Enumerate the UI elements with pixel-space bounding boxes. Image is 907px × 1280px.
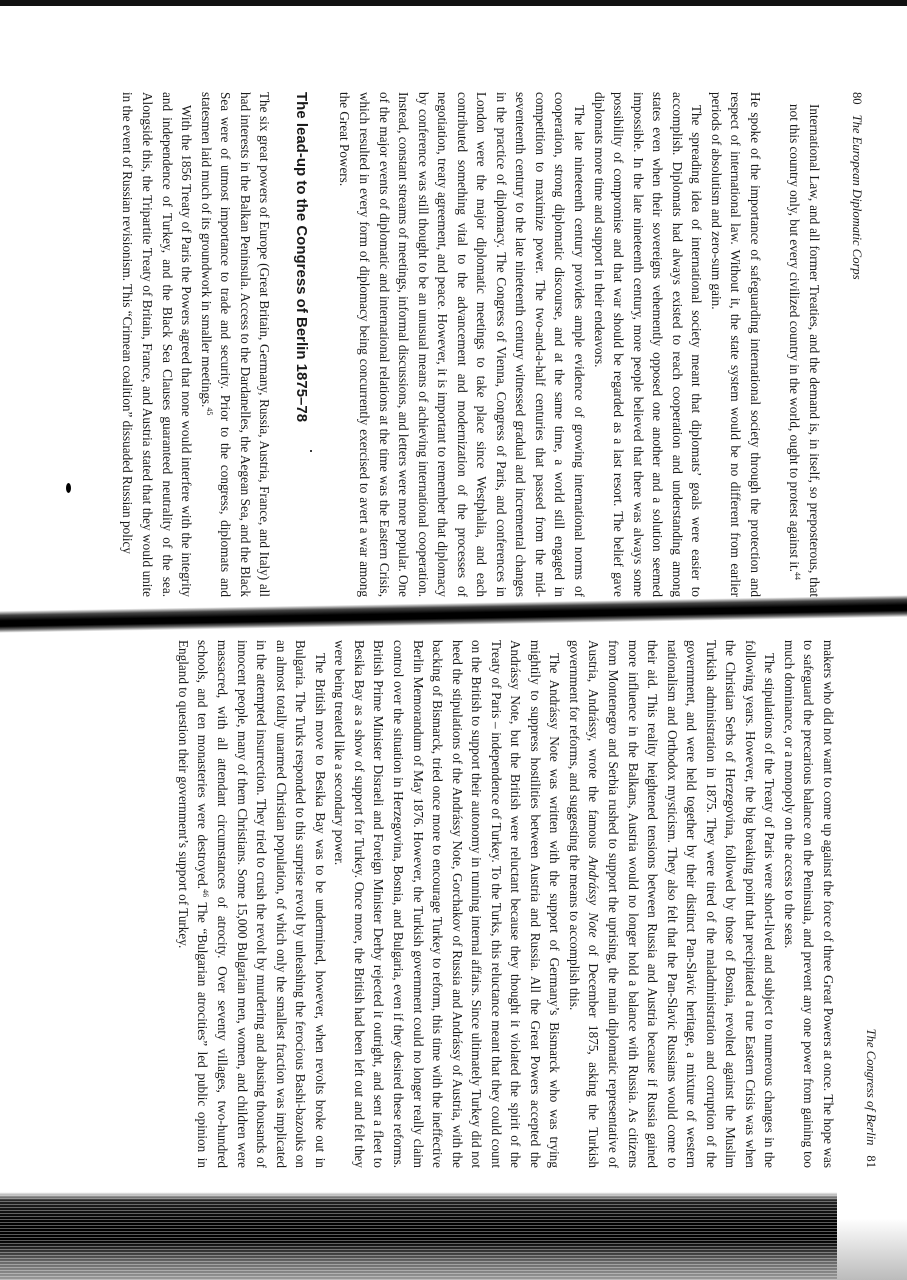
- footnote-ref: 45: [204, 407, 214, 416]
- footnote-ref: 46: [201, 889, 211, 898]
- running-head-title: The European Diplomatic Corps: [850, 114, 864, 280]
- section-heading: The lead-up to the Congress of Berlin 1875–78: [292, 92, 310, 423]
- block-quote: International Law, and all former Treaties, and the demand is, in itself, so preposterous, that not this country only, but every civilized country in the world, ought to protest against it.$^{44}$: [787, 104, 822, 597]
- paragraph: The stipulations of the Treaty of Paris were short-lived and subject to numerous changes in the following years. However, the big breaking point that precipitated a true Eastern Crisis was when the Christian Serbs of Herzegovina, followed by those of Bosnia, revolted against the Muslim Turkish administration in 1875. They were tired of the maladministration and corruption of the government, and were held together by their distinct Pan-Slavic heritage, a mixture of western nationalism and Orthodox mysticism. They also felt that the Pan-Slavic Russians would come to their aid. This reality heightened tensions between Russia and Austria because if Russia gained more influence in the Balkans, Austria would no longer hold a balance with Russia. As citizens from Montenegro and Serbia rushed to support the uprising, the main diplomatic representative of Austria, Andrássy, wrote the famous Andrássy Note of December 1875, asking the Turkish government for reforms, and suggesting the means to accomplish this.: [566, 640, 778, 1168]
- paragraph: The British move to Besika Bay was to be undermined, however, when revolts broke out in Bulgaria. The Turks responded to this surprise revolt by unleashing the ferocious Bashi-bazouks on an almost totally unarmed Christian population, of which only the smallest fraction was implicated in the attempted insurrection. They tried to crush the revolt by murdering and abusing thousands of innocent people, many of them Christians. Some 15,000 Bulgarian men, women, and children were massacred, with all attendant circumstances of atrocity. Over seventy villages, two-hundred schools, and ten monasteries were destroyed.$^{46}$ The “Bulgarian atrocities” led public opinion in England to question their government’s support of Turkey.: [175, 640, 328, 1169]
- paragraph: The six great powers of Europe (Great Britain, Germany, Russia, Austria, France, and Italy) all had interests in the Balkan Peninsula. Access to the Dardanelles, the Aegean Sea, and the Black Sea were of utmost importance to trade and security. Prior to the congress, diplomats and statesmen laid much of its groundwork in smaller meetings.$^{45}$: [198, 92, 273, 597]
- page-number: 80: [850, 92, 864, 105]
- paragraph: The late nineteenth century provides ample evidence of growing international norms of cooperation, strong diplomatic discourse, and at the same time, a world still engaged in competition to maximize power. The two-and-a-half centuries that passed from the mid-seventeenth century to the late nineteenth century witnessed gradual and incremental changes in the practice of diplomacy. The Congress of Vienna, Congress of Paris, and conferences in London were the major diplomatic meetings to take place since Westphalia, and each contributed something vital to the advancement and modernization of the processes of negotiation, treaty agreement, and peace. However, it is important to remember that diplomacy by conference was still thought to be an unusual means of achieving international cooperation. Instead, constant streams of meetings, informal discussions, and letters were more popular. One of the major events of diplomatic and international relations at the time was the Eastern Crisis, which resulted in every form of diplomacy being concurrently exercised to avert a war among the Great Powers.: [337, 92, 587, 597]
- paragraph: He spoke of the importance of safeguarding international society through the protection and respect of international law. Without it, the state system would be no different from earlier periods of absolutism and zero-sum gain.: [708, 92, 763, 597]
- running-head-title: The Congress of Berlin: [864, 1028, 878, 1146]
- running-head-right: [860, 640, 880, 1168]
- spacer: [765, 92, 785, 597]
- scan-top-edge: [0, 0, 907, 6]
- scan-edge-highlight: [837, 1192, 907, 1280]
- scan-bottom-edge: [0, 1192, 907, 1280]
- italic-term: Andrássy Note: [586, 855, 602, 938]
- running-head-left: [846, 92, 866, 597]
- scan-speck: [310, 450, 312, 452]
- left-page: [118, 92, 866, 597]
- paragraph: With the 1856 Treaty of Paris the Powers agreed that none would interfere with the integrity and independence of Turkey, and the Black Sea Clauses guaranteed neutrality of the sea. Alongside this, the Tripartite Treaty of Britain, France, and Austria stated that they would unite in the event of Russian revisionism. This “Crimean coalition” dissuaded Russian policy: [120, 92, 195, 597]
- page-number: 81: [864, 1155, 878, 1168]
- paragraph: The Andrássy Note was written with the support of Germany’s Bismarck who was trying mightily to suppress hostilities between Austria and Russia. All the Great Powers accepted the Andrássy Note, but the British were reluctant because they thought it violated the spirit of the Treaty of Paris – independence of Turkey. To the Turks, this reluctance meant that they could count on the British to support their autonomy in running internal affairs. Since ultimately Turkey did not heed the stipulations of the Andrássy Note, Gorchakov of Russia and Andrássy of Austria, with the backing of Bismarck, tried once more to encourage Turkey to reform, this time with the ineffective Berlin Memorandum of May 1876. However, the Turkish government could no longer really claim control over the situation in Herzegovina, Bosnia, and Bulgaria, even if they desired these reforms. British Prime Minister Disraeli and Foreign Minister Derby rejected it outright, and sent a fleet to Besika Bay as a show of support for Turkey. Once more, the British had been left out and felt they were being treated like a secondary power.: [332, 640, 563, 1168]
- right-page: [173, 640, 880, 1168]
- paragraph: The spreading idea of international society meant that diplomats’ goals were easier to accomplish. Diplomats had always existed to reach cooperation and understanding among states even when their sovereigns vehemently opposed one another and a solution seemed impossible. In the late nineteenth century, more people believed that there was always some possibility of compromise and that war should be regarded as a last resort. The belief gave diplomats more time and support in their endeavors.: [591, 92, 705, 597]
- footnote-ref: 44: [793, 571, 803, 580]
- book-gutter: [0, 595, 907, 633]
- scan-speck: [66, 483, 71, 493]
- paragraph: makers who did not want to come up against the force of three Great Powers at once. The hope was to safeguard the precarious balance on the Peninsula, and prevent any one power from gaining too much dominance, or a monopoly on the access to the seas.: [781, 640, 836, 1168]
